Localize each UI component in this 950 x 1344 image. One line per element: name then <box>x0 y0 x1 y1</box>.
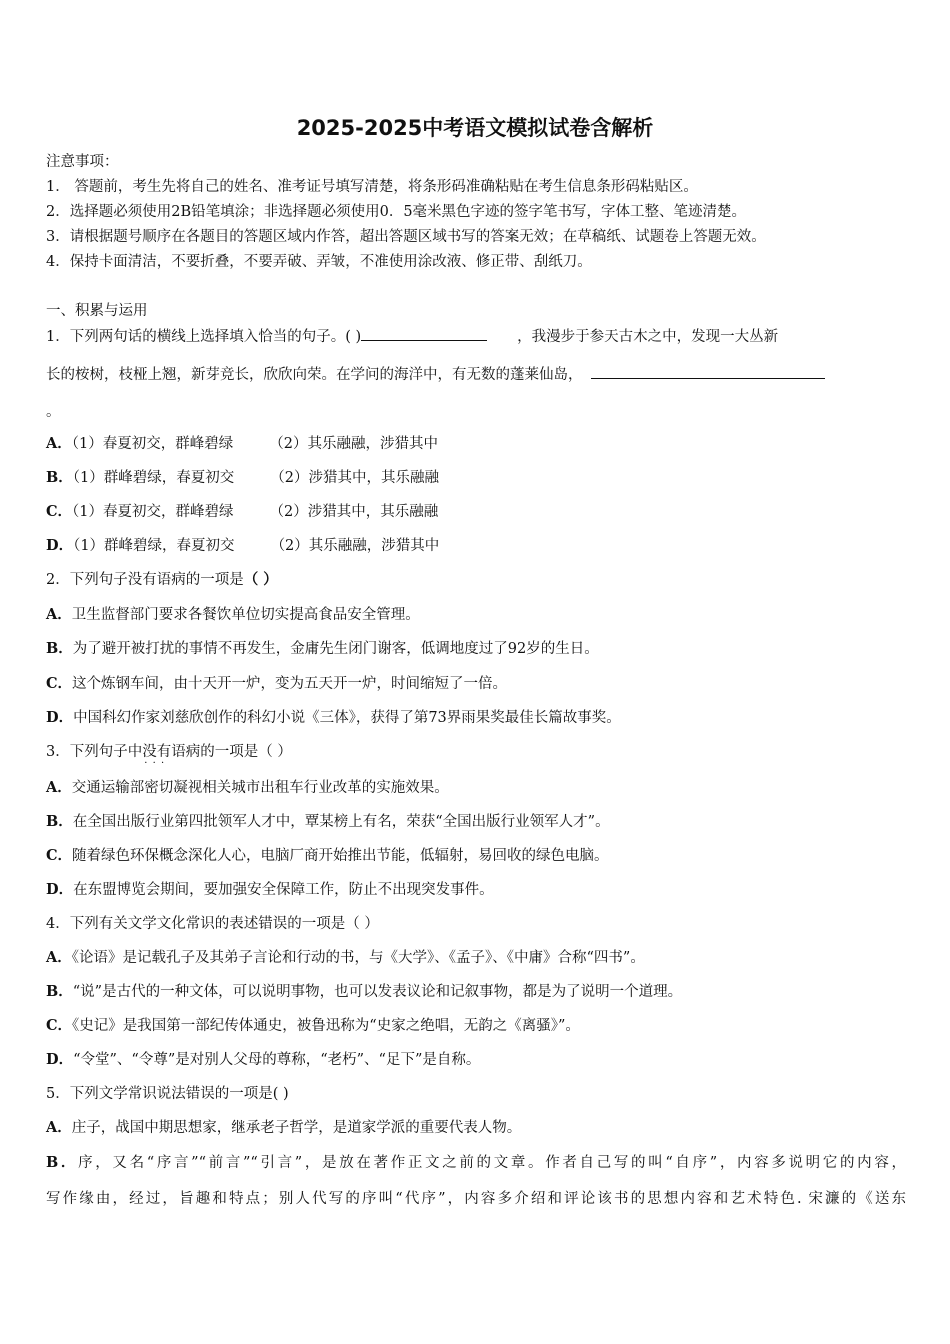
q2-stem: 2．下列句子没有语病的一项是（ ） <box>46 571 278 588</box>
q4-option-c: C．《史记》是我国第一部纪传体通史，被鲁迅称为“史家之绝唱，无韵之《离骚》”。 <box>46 1017 580 1034</box>
q3-stem: 3．下列句子中没有 · · ·语病的一项是（ ） <box>46 742 292 762</box>
q3-option-a: A．交通运输部密切凝视相关城市出租车行业改革的实施效果。 <box>46 779 449 796</box>
q5-option-b-line-1: B．序，又名“序言”“前言”“引言”，是放在著作正文之前的文章。作者自己写的叫“自序”，内容多说明它的内容， <box>46 1154 906 1171</box>
q1-option-a: A．（1）春夏初交，群峰碧绿 （2）其乐融融，涉猎其中 <box>46 435 438 452</box>
q1-stem-line <box>46 326 778 347</box>
q1-blank-2 <box>591 364 825 379</box>
q4-option-d: D．“令堂”、“令尊”是对别人父母的尊称，“老朽”、“足下”是自称。 <box>46 1051 481 1068</box>
q1-line2-text: 长的桉树，枝桠上翘，新芽竞长，欣欣向荣。在学问的海洋中，有无数的蓬莱仙岛， <box>46 367 583 383</box>
q2-option-b: B．为了避开被打扰的事情不再发生，金庸先生闭门谢客，低调地度过了92岁的生日。 <box>46 640 599 657</box>
q1-stem-a: 1．下列两句话的横线上选择填入恰当的句子。( ) <box>46 329 362 345</box>
q5-stem: 5．下列文学常识说法错误的一项是( ) <box>46 1086 289 1102</box>
q1-line-3: 。 <box>46 404 61 420</box>
notice-item: 2．选择题必须使用2B铅笔填涂；非选择题必须使用0．5毫米黑色字迹的签字笔书写，字体工整、笔迹清楚。 <box>46 204 747 220</box>
q4-option-a: A．《论语》是记载孔子及其弟子言论和行动的书，与《大学》、《孟子》、《中庸》合称“四书”。 <box>46 949 645 966</box>
q2-option-c: C．这个炼钢车间，由十天开一炉，变为五天开一炉，时间缩短了一倍。 <box>46 675 508 692</box>
notice-item: 4．保持卡面清洁，不要折叠，不要弄破、弄皱，不准使用涂改液、修正带、刮纸刀。 <box>46 254 592 270</box>
q1-option-c: C．（1）春夏初交，群峰碧绿 （2）涉猎其中，其乐融融 <box>46 503 439 520</box>
q1-option-d: D．（1）群峰碧绿，春夏初交 （2）其乐融融，涉猎其中 <box>46 537 440 554</box>
notice-item: 3．请根据题号顺序在各题目的答题区域内作答，超出答题区域书写的答案无效；在草稿纸、试题卷上答题无效。 <box>46 229 766 245</box>
notice-heading: 注意事项： <box>46 154 119 170</box>
q3-emphasis: 没有 · · · <box>142 744 171 760</box>
q5-option-b-line-2: 写作缘由，经过，旨趣和特点；别人代写的序叫“代序”，内容多介绍和评论该书的思想内容和艺术特色. 宋濂的《送东 <box>46 1191 906 1207</box>
page-title: 2025-2025中考语文模拟试卷含解析 <box>296 116 654 140</box>
q1-option-b: B．（1）群峰碧绿，春夏初交 （2）涉猎其中，其乐融融 <box>46 469 439 486</box>
q4-stem: 4．下列有关文学文化常识的表述错误的一项是（ ） <box>46 916 379 932</box>
q2-option-d: D．中国科幻作家刘慈欣创作的科幻小说《三体》，获得了第73界雨果奖最佳长篇故事奖。 <box>46 709 621 726</box>
notice-item: 1． 答题前，考生先将自己的姓名、准考证号填写清楚，将条形码准确粘贴在考生信息条形码粘贴区。 <box>46 179 698 195</box>
section-heading: 一、积累与运用 <box>46 303 148 319</box>
q2-option-a: A．卫生监督部门要求各餐饮单位切实提高食品安全管理。 <box>46 606 420 623</box>
q4-option-b: B．“说”是古代的一种文体，可以说明事物，也可以发表议论和记叙事物，都是为了说明一个道理。 <box>46 983 683 1000</box>
q3-option-c: C．随着绿色环保概念深化人心，电脑厂商开始推出节能，低辐射，易回收的绿色电脑。 <box>46 847 609 864</box>
q1-line-2 <box>46 364 825 385</box>
q3-option-d: D．在东盟博览会期间，要加强安全保障工作，防止不出现突发事件。 <box>46 881 494 898</box>
q5-option-a: A．庄子，战国中期思想家，继承老子哲学，是道家学派的重要代表人物。 <box>46 1119 522 1136</box>
q1-stem-b: ，我漫步于参天古木之中，发现一大丛新 <box>517 329 779 345</box>
q3-option-b: B．在全国出版行业第四批领军人才中，覃某榜上有名，荣获“全国出版行业领军人才”。 <box>46 813 610 830</box>
q1-blank-1 <box>361 326 487 341</box>
